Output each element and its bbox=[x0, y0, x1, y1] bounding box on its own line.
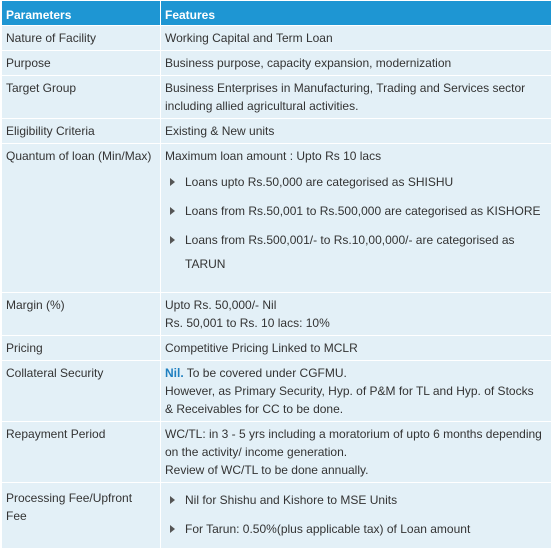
row-value bbox=[161, 361, 552, 422]
row-value bbox=[161, 293, 552, 336]
table-row bbox=[2, 293, 552, 336]
arrow-right-icon bbox=[170, 525, 175, 533]
row-value bbox=[161, 76, 552, 119]
list-item bbox=[165, 488, 547, 512]
value-line: Business Enterprises in Manufacturing, Trading and Services sector bbox=[165, 81, 526, 95]
loan-category-list bbox=[165, 170, 547, 276]
row-label: Quantum of loan (Min/Max) bbox=[2, 144, 161, 293]
list-item-text: For Tarun: 0.50%(plus applicable tax) of Loan amount bbox=[185, 522, 471, 536]
value-line: on the activity/ income generation. bbox=[165, 445, 348, 459]
list-item bbox=[165, 199, 547, 223]
value-line: However, as Primary Security, Hyp. of P&M for TL and Hyp. of Stocks bbox=[165, 384, 534, 398]
table-row bbox=[2, 361, 552, 422]
row-value bbox=[161, 422, 552, 483]
row-value bbox=[161, 483, 552, 549]
value-line: Upto Rs. 50,000/- Nil bbox=[165, 298, 277, 312]
label-line: Processing Fee/Upfront bbox=[6, 491, 133, 505]
value-line: & Receivables for CC to be done. bbox=[165, 402, 344, 416]
value-line: WC/TL: in 3 - 5 yrs including a moratorium of upto 6 months depending bbox=[165, 427, 542, 441]
row-label: Purpose bbox=[2, 51, 161, 76]
table-row bbox=[2, 51, 552, 76]
list-item-text: Nil for Shishu and Kishore to MSE Units bbox=[185, 493, 398, 507]
value-line: Rs. 50,001 to Rs. 10 lacs: 10% bbox=[165, 316, 330, 330]
row-value: Existing & New units bbox=[161, 119, 552, 144]
list-item-text: TARUN bbox=[185, 257, 226, 271]
row-value: Business purpose, capacity expansion, modernization bbox=[161, 51, 552, 76]
fee-list bbox=[165, 488, 547, 541]
row-value bbox=[161, 144, 552, 293]
table-row bbox=[2, 144, 552, 293]
table-row bbox=[2, 119, 552, 144]
value-line: including allied agricultural activities. bbox=[165, 99, 359, 113]
features-table bbox=[1, 0, 552, 549]
label-line: Fee bbox=[6, 509, 27, 523]
nil-highlight: Nil. bbox=[165, 366, 184, 380]
row-value: Competitive Pricing Linked to MCLR bbox=[161, 336, 552, 361]
row-label: Collateral Security bbox=[2, 361, 161, 422]
arrow-right-icon bbox=[170, 178, 175, 186]
table-row bbox=[2, 422, 552, 483]
row-label bbox=[2, 483, 161, 549]
row-label: Pricing bbox=[2, 336, 161, 361]
list-item-text: Loans from Rs.500,001/- to Rs.10,00,000/- are categorised as bbox=[185, 233, 515, 247]
value-line: Maximum loan amount : Upto Rs 10 lacs bbox=[165, 149, 382, 163]
value-line bbox=[165, 364, 547, 382]
value-text: To be covered under CGFMU. bbox=[183, 366, 347, 380]
table-row bbox=[2, 483, 552, 549]
table-row bbox=[2, 26, 552, 51]
arrow-right-icon bbox=[170, 496, 175, 504]
list-item bbox=[165, 517, 547, 541]
list-item bbox=[165, 170, 547, 194]
value-line: Review of WC/TL to be done annually. bbox=[165, 463, 369, 477]
list-item-text: Loans upto Rs.50,000 are categorised as SHISHU bbox=[185, 175, 454, 189]
row-label: Target Group bbox=[2, 76, 161, 119]
arrow-right-icon bbox=[170, 236, 175, 244]
table-row bbox=[2, 76, 552, 119]
row-label: Eligibility Criteria bbox=[2, 119, 161, 144]
row-label: Nature of Facility bbox=[2, 26, 161, 51]
row-label: Margin (%) bbox=[2, 293, 161, 336]
header-features: Features bbox=[161, 1, 552, 26]
table-header-row bbox=[2, 1, 552, 26]
list-item-text: Loans from Rs.50,001 to Rs.500,000 are categorised as KISHORE bbox=[185, 204, 541, 218]
header-parameters: Parameters bbox=[2, 1, 161, 26]
table-row bbox=[2, 336, 552, 361]
arrow-right-icon bbox=[170, 207, 175, 215]
row-value: Working Capital and Term Loan bbox=[161, 26, 552, 51]
row-label: Repayment Period bbox=[2, 422, 161, 483]
list-item bbox=[165, 228, 547, 276]
